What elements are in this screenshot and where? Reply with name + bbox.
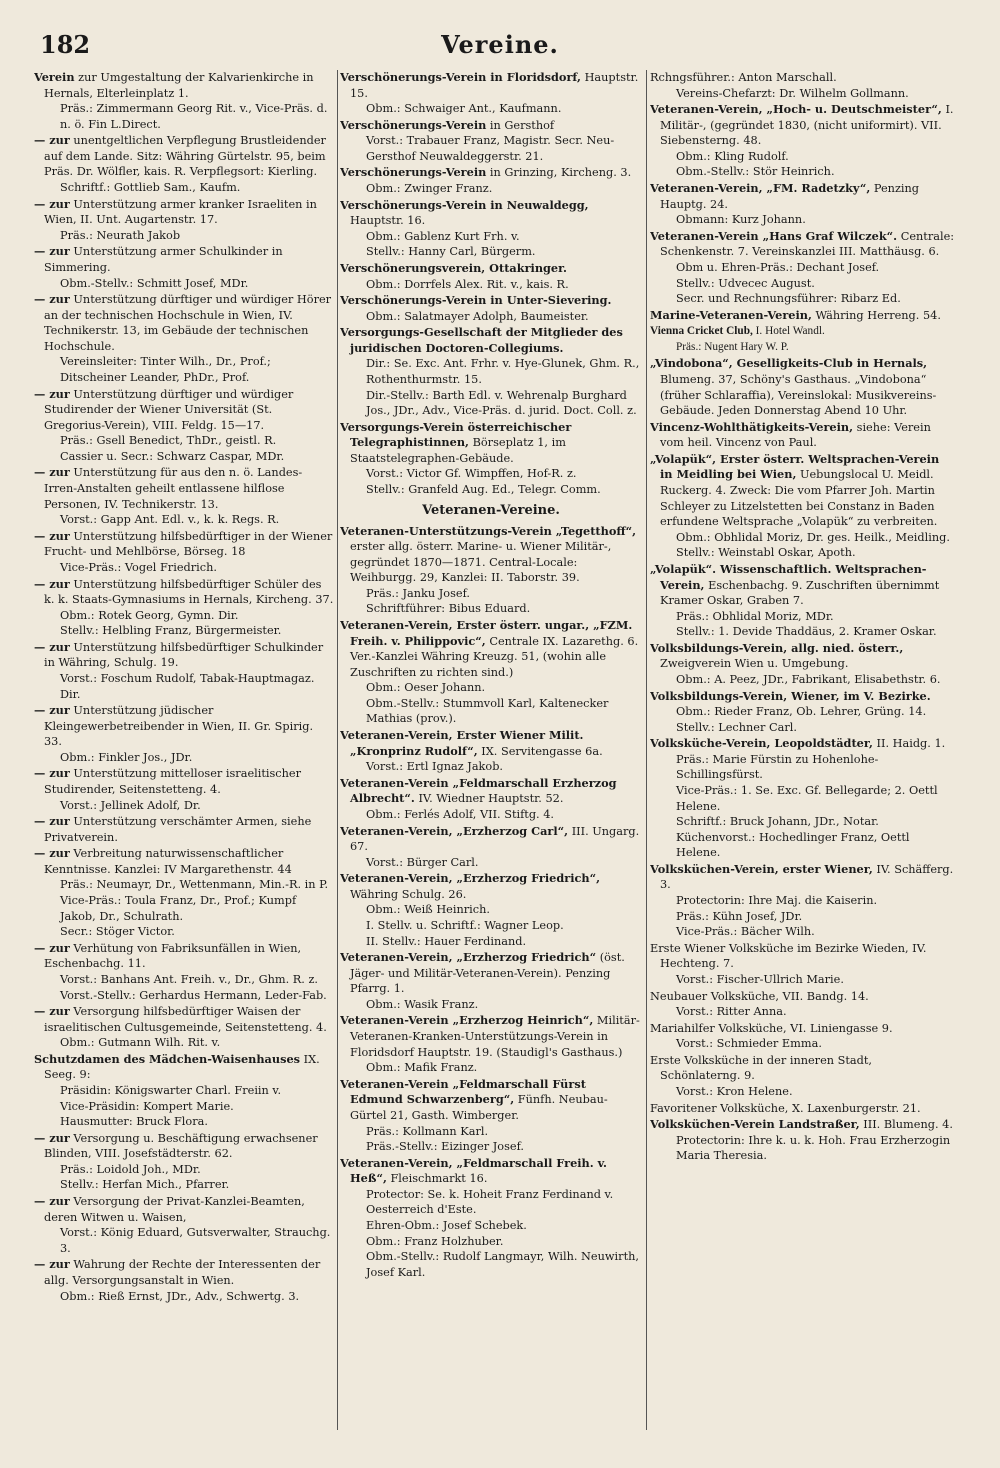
directory-entry <box>650 989 955 1020</box>
entry-detail-line: Vorst.: Kron Helene. <box>676 1085 793 1098</box>
entry-text: Uebungslocal U. Meidl. Ruckerg. 4. Zweck: Die vom Pfarrer Joh. Martin Schleyer zu Litzelstetten bei Constanz in Baden erfundene Weltsprache „Volapük“ zu verbreiten. <box>660 468 938 529</box>
entry-name: — zur <box>34 386 70 401</box>
directory-entry <box>340 871 642 949</box>
entry-name: — zur <box>34 766 70 781</box>
entry-text: Mariahilfer Volksküche, VI. Liniengasse 9. <box>650 1021 893 1035</box>
entry-text: Unterstützung jüdischer Kleingewerbetreibender in Wien, II. Gr. Spirig. 33. <box>44 704 314 749</box>
directory-entry <box>34 197 334 244</box>
entry-name: — zur <box>34 133 70 148</box>
entry-detail-line: Stellv.: Helbling Franz, Bürgermeister. <box>60 624 282 638</box>
entry-detail-line: Obm.: Franz Holzhuber. <box>366 1234 504 1248</box>
entry-name: Schutzdamen des Mädchen-Waisenhauses <box>34 1051 301 1066</box>
entry-text: I. Militär-, (gegründet 1830, (nicht uniformirt). VII. Siebensterng. 48. <box>660 103 954 148</box>
entry-detail-line: Präs.: Neumayr, Dr., Wettenmann, Min.-R. in P. <box>60 878 329 892</box>
entry-detail-line: Stellv.: Hanny Carl, Bürgerm. <box>366 245 536 259</box>
entry-name: Verschönerungs-Verein in Neuwaldegg, <box>340 197 589 212</box>
entry-text: Verbreitung naturwissenschaftlicher Kenntnisse. Kanzlei: IV Margarethenstr. 44 <box>44 847 292 876</box>
entry-detail-line: Obm.: A. Peez, JDr., Fabrikant, Elisabethstr. 6. <box>676 672 941 686</box>
entry-name: Veteranen-Verein „Erzherzog Heinrich“, <box>340 1013 594 1028</box>
entry-text: Versorgung hilfsbedürftiger Waisen der israelitischen Cultusgemeinde, Seitenstetteng. 4. <box>44 1005 327 1034</box>
entry-name: — zur <box>34 528 70 543</box>
column-2 <box>340 70 642 1450</box>
entry-text: Hauptstr. 16. <box>350 214 426 228</box>
entry-detail-line: Präs.: Marie Fürstin zu Hohenlohe-Schillingsfürst. <box>676 752 879 782</box>
entry-name: Volksbildungs-Verein, Wiener, im V. Bezirke. <box>650 688 931 703</box>
entry-name: Versorgungs-Gesellschaft der Mitglieder des juridischen Doctoren-Collegiums. <box>340 325 623 355</box>
directory-entry <box>34 846 334 939</box>
entry-text: zur Umgestaltung der Kalvarienkirche in Hernals, Elterleinplatz 1. <box>44 71 314 100</box>
entry-name: — zur <box>34 196 70 211</box>
entry-detail-line: Schriftf.: Bruck Johann, JDr., Notar. <box>676 815 879 829</box>
entry-detail-line: Obm.: Zwinger Franz. <box>366 182 493 196</box>
entry-detail-line: Obm.-Stellv.: Schmitt Josef, MDr. <box>60 276 249 290</box>
entry-detail-line: Präs.: Neurath Jakob <box>60 228 181 242</box>
entry-detail-line: Stellv.: Lechner Carl. <box>676 720 797 734</box>
directory-entry <box>650 689 955 736</box>
entry-name: — zur <box>34 1004 70 1019</box>
entry-detail-line: Obm.-Stellv.: Stör Heinrich. <box>676 165 835 179</box>
directory-entry <box>340 118 642 165</box>
entry-text: Blumeng. 37, Schöny's Gasthaus. „Vindobona“ (früher Schlaraffia), Vereinslokal: Musikvereins-Gebäude. Jeden Donnerstag Abend 10 Uhr. <box>660 372 937 418</box>
entry-detail-line: Cassier u. Secr.: Schwarz Caspar, MDr. <box>60 449 285 463</box>
entry-detail-line: Vorst.: Ritter Anna. <box>676 1005 787 1019</box>
entry-detail-line: Schriftf.: Gottlieb Sam., Kaufm. <box>60 181 241 195</box>
entry-detail-line: Vorst.: Trabauer Franz, Magistr. Secr. Neu-Gersthof Neuwaldeggerstr. 21. <box>366 134 615 163</box>
entry-detail-line: Präsidin: Königswarter Charl. Freiin v. <box>60 1084 282 1097</box>
entry-detail-line: Vorst.-Stellv.: Gerhardus Hermann, Leder-Fab. <box>60 988 327 1002</box>
entry-detail-line: Vereins-Chefarzt: Dr. Wilhelm Gollmann. <box>676 86 909 100</box>
column-3 <box>650 70 955 1450</box>
entry-text: Währing Schulg. 26. <box>350 887 467 901</box>
entry-detail-line: Hausmutter: Bruck Flora. <box>60 1115 208 1129</box>
entry-name: — zur <box>34 639 70 654</box>
directory-entry <box>340 198 642 260</box>
directory-entry <box>34 577 334 639</box>
entry-text: Unterstützung hilfsbedürftiger Schulkinder in Währing, Schulg. 19. <box>44 640 324 670</box>
directory-entry <box>340 420 642 498</box>
directory-entry <box>650 308 955 324</box>
entry-detail-line: Obm.: Rieder Franz, Ob. Lehrer, Grüng. 14. <box>676 705 927 719</box>
entry-detail-line: Obm.: Rotek Georg, Gymn. Dir. <box>60 608 239 622</box>
entry-detail-line: Obm.: Gablenz Kurt Frh. v. <box>366 229 520 243</box>
entry-text: Versorgung u. Beschäftigung erwachsener Blinden, VIII. Josefstädterstr. 62. <box>44 1131 318 1161</box>
entry-name: Versorgungs-Verein österreichischer Telegraphistinnen, <box>340 419 572 450</box>
directory-entry <box>340 824 642 871</box>
directory-entry <box>34 529 334 576</box>
entry-text: Unterstützung dürftiger und würdiger Hörer an der technischen Hochschule in Wien, IV. Technikerstr. 13, im Gebäude der technischen Hochschule. <box>44 293 332 353</box>
entry-text: IX. Servitengasse 6a. <box>481 744 603 758</box>
entry-detail-line: Vice-Präsidin: Kompert Marie. <box>60 1099 234 1113</box>
entry-text: Währing Herreng. 54. <box>815 308 941 322</box>
entry-name: Veteranen-Verein, „Erzherzog Friedrich“ <box>340 950 597 965</box>
directory-entry <box>34 766 334 813</box>
entry-text: Eschenbachg. 9. Zuschriften übernimmt Kramer Oskar, Graben 7. <box>660 578 940 608</box>
entry-detail-line: Stellv.: Weinstabl Oskar, Apoth. <box>676 546 856 560</box>
entry-text: Penzing Hauptg. 24. <box>660 182 920 211</box>
directory-entry <box>34 814 334 845</box>
entry-text: Unterstützung für aus den n. ö. Landes-Irren-Anstalten geheilt entlassene hilflose Personen, IV. Technikerstr. 13. <box>44 466 303 511</box>
entry-detail-line: Protectorin: Ihre k. u. k. Hoh. Frau Erzherzogin Maria Theresia. <box>676 1133 951 1163</box>
entry-text: Hauptstr. 15. <box>350 71 639 100</box>
entry-text: II. Haidg. 1. <box>876 737 946 751</box>
entry-detail-line: Schriftführer: Bibus Eduard. <box>366 602 531 616</box>
entry-name: — zur <box>34 1257 70 1272</box>
directory-entry <box>34 244 334 291</box>
entry-detail-line: Dir.-Stellv.: Barth Edl. v. Wehrenalp Burghard Jos., JDr., Adv., Vice-Präs. d. jurid. Doct. Coll. z. <box>366 388 637 418</box>
entry-text: Versorgung der Privat-Kanzlei-Beamten, deren Witwen u. Waisen, <box>44 1195 305 1224</box>
entry-detail-line: Obm.: Salatmayer Adolph, Baumeister. <box>366 309 589 323</box>
entry-text: Unterstützung mittelloser israelitischer Studirender, Seitenstetteng. 4. <box>44 767 301 797</box>
directory-entry <box>650 1117 955 1164</box>
entry-name: Veteranen-Verein „Feldmarschall Fürst Edmund Schwarzenberg“, <box>340 1076 586 1107</box>
column-1 <box>34 70 334 1450</box>
directory-entry <box>650 641 955 688</box>
entry-text: unentgeltlichen Verpflegung Brustleidender auf dem Lande. Sitz: Währing Gürtelstr. 95, beim Präs. Dr. Wölfler, kais. R. Verpflegsort: Kierling. <box>44 134 326 179</box>
entry-name: Verein <box>34 70 75 84</box>
directory-entry <box>34 133 334 195</box>
entry-name: Veteranen-Verein, Erster Wiener Milit. „Kronprinz Rudolf“, <box>340 728 584 758</box>
entry-name: — zur <box>34 576 70 591</box>
entry-detail-line: Obm.: Oeser Johann. <box>366 681 486 695</box>
entry-detail-line: Vorst.: Bürger Carl. <box>366 855 479 869</box>
directory-entry <box>34 292 334 385</box>
entry-name: — zur <box>34 703 70 718</box>
directory-entry <box>34 941 334 1003</box>
entry-text: Militär-Veteranen-Kranken-Unterstützungs-Verein in Floridsdorf Hauptstr. 19. (Staudigl's Gasthaus.) <box>350 1014 640 1059</box>
entry-text: in Gersthof <box>489 118 555 132</box>
entry-detail-line: II. Stellv.: Hauer Ferdinand. <box>366 934 527 948</box>
entry-text: Fleischmarkt 16. <box>390 1172 488 1186</box>
entry-detail-line: Präs.: Nugent Hary W. P. <box>676 340 789 353</box>
entry-text: erster allg. österr. Marine- u. Wiener Militär-, gegründet 1870—1871. Central-Locale: Weihburgg. 29, Kanzlei: II. Taborstr. 39. <box>350 540 612 585</box>
entry-detail-line: Obm.: Finkler Jos., JDr. <box>60 750 193 764</box>
entry-text: Rchngsführer.: Anton Marschall. <box>650 71 837 84</box>
entry-text: Fünfh. Neubau-Gürtel 21, Gasth. Wimberger. <box>350 1093 608 1122</box>
entry-name: Verschönerungs-Verein in Unter-Sievering. <box>340 293 612 308</box>
directory-entry <box>34 703 334 765</box>
entry-detail-line: Obm.: Schwaiger Ant., Kaufmann. <box>366 102 562 116</box>
entry-name: Veteranen-Verein „Feldmarschall Erzherzog Albrecht“. <box>340 775 617 806</box>
entry-detail-line: Vorst.: Gapp Ant. Edl. v., k. k. Regs. R. <box>60 513 280 527</box>
entry-detail-line: Vice-Präs.: Toula Franz, Dr., Prof.; Kumpf Jakob, Dr., Schulrath. <box>60 894 297 923</box>
entry-text: (öst. Jäger- und Militär-Veteranen-Verein). Penzing Pfarrg. 1. <box>350 951 625 996</box>
entry-text: siehe: Verein vom heil. Vincenz von Paul. <box>660 420 931 450</box>
entry-text: IV. Wiedner Hauptstr. 52. <box>418 792 564 806</box>
column-divider <box>337 70 338 1430</box>
directory-entry <box>340 776 642 823</box>
entry-name: Verschönerungs-Verein in Floridsdorf, <box>340 70 581 84</box>
entry-text: Wahrung der Rechte der Interessenten der allg. Versorgungsanstalt in Wien. <box>44 1258 321 1287</box>
entry-name: Volksbildungs-Verein, allg. nied. österr., <box>650 640 904 655</box>
directory-entry <box>650 736 955 861</box>
directory-entry <box>650 420 955 451</box>
entry-name: „Volapük“, Erster österr. Weltsprachen-Verein in Meidling bei Wien, <box>650 451 940 482</box>
entry-text: III. Ungarg. 67. <box>350 824 640 854</box>
entry-detail-line: Obm.: Dorrfels Alex. Rit. v., kais. R. <box>366 277 569 291</box>
entry-text: Unterstützung armer kranker Israeliten in Wien, II. Unt. Augartenstr. 17. <box>44 197 317 227</box>
entry-text: in Grinzing, Kircheng. 3. <box>489 166 632 180</box>
entry-detail-line: Vorst.: Jellinek Adolf, Dr. <box>60 798 201 812</box>
directory-entry <box>340 1013 642 1075</box>
entry-detail-line: Obm.-Stellv.: Stummvoll Karl, Kaltenecker Mathias (prov.). <box>366 696 609 726</box>
directory-entry <box>340 261 642 292</box>
directory-entry <box>340 70 642 117</box>
entry-name: — zur <box>34 244 70 259</box>
entry-detail-line: Obm.: Rieß Ernst, JDr., Adv., Schwertg. 3. <box>60 1289 300 1303</box>
entry-detail-line: Vice-Präs.: Vogel Friedrich. <box>60 560 217 574</box>
directory-entry <box>34 1052 334 1130</box>
entry-name: Volksküchen-Verein Landstraßer, <box>650 1117 860 1132</box>
directory-entry <box>340 325 642 418</box>
entry-detail-line: Präs.: Obhlidal Moriz, MDr. <box>676 609 834 623</box>
entry-detail-line: Obm.: Ferlés Adolf, VII. Stiftg. 4. <box>366 807 555 821</box>
entry-detail-line: Secr.: Stöger Victor. <box>60 925 175 939</box>
directory-entry <box>650 356 955 418</box>
directory-entry <box>34 1257 334 1304</box>
entry-detail-line: Küchenvorst.: Hochedlinger Franz, Oettl Helene. <box>676 830 910 860</box>
page-number: 182 <box>40 30 91 59</box>
directory-entry <box>34 465 334 527</box>
entry-name: Veteranen-Verein, „Hoch- u. Deutschmeister“, <box>650 102 942 117</box>
entry-text: Unterstützung verschämter Armen, siehe Privatverein. <box>44 815 312 844</box>
entry-detail-line: Vorst.: Victor Gf. Wimpffen, Hof-R. z. <box>366 467 577 481</box>
entry-detail-line: Vorst.: Ertl Ignaz Jakob. <box>366 760 504 774</box>
entry-text: Favoritener Volksküche, X. Laxenburgerstr. 21. <box>650 1101 921 1115</box>
entry-text: Centrale IX. Lazarethg. 6. Ver.-Kanzlei Währing Kreuzg. 51, (wohin alle Zuschriften zu richten sind.) <box>350 634 639 679</box>
entry-name: Vincenz-Wohlthätigkeits-Verein, <box>650 419 854 434</box>
entry-name: — zur <box>34 1130 70 1145</box>
directory-entry <box>650 452 955 561</box>
page-header <box>40 30 960 70</box>
entry-name: Verschönerungs-Verein <box>340 117 487 132</box>
entry-detail-line: Vorst.: Schmieder Emma. <box>676 1037 822 1051</box>
directory-entry <box>34 387 334 465</box>
entry-detail-line: Dir.: Se. Exc. Ant. Frhr. v. Hye-Glunek, Ghm. R., Rothenthurmstr. 15. <box>366 357 640 386</box>
entry-detail-line: Stellv.: Udvecec August. <box>676 276 815 290</box>
entry-text: Unterstützung hilfsbedürftiger Schüler des k. k. Staats-Gymnasiums in Hernals, Kircheng. 37. <box>44 577 334 607</box>
directory-entry <box>340 165 642 196</box>
directory-entry <box>34 640 334 702</box>
entry-name: Verschönerungsverein, Ottakringer. <box>340 260 567 275</box>
entry-text: I. Hotel Wandl. <box>755 325 825 338</box>
entry-detail-line: Secr. und Rechnungsführer: Ribarz Ed. <box>676 292 901 306</box>
directory-entry <box>34 70 334 132</box>
entry-detail-line: Präs.: Loidold Joh., MDr. <box>60 1162 201 1176</box>
entry-detail-line: Vorst.: Foschum Rudolf, Tabak-Hauptmagaz. Dir. <box>60 671 315 701</box>
entry-name: Marine-Veteranen-Verein, <box>650 307 812 322</box>
directory-entry <box>650 102 955 180</box>
entry-name: — zur <box>34 292 70 307</box>
directory-entry <box>340 728 642 775</box>
entry-name: — zur <box>34 1194 70 1209</box>
section-heading: Veteranen-Vereine. <box>422 502 560 518</box>
entry-text: III. Blumeng. 4. <box>863 1118 953 1132</box>
directory-entry <box>650 941 955 988</box>
entry-detail-line: Vorst.: Banhans Ant. Freih. v., Dr., Ghm. R. z. <box>60 972 319 986</box>
entry-text: Unterstützung hilfsbedürftiger in der Wiener Frucht- und Mehlbörse, Börseg. 18 <box>44 529 333 559</box>
entry-text: Zweigverein Wien u. Umgebung. <box>660 657 849 671</box>
entry-text: Verhütung von Fabriksunfällen in Wien, Eschenbachg. 11. <box>44 941 302 971</box>
entry-detail-line: Vice-Präs.: 1. Se. Exc. Gf. Bellegarde; 2. Oettl Helene. <box>676 784 938 813</box>
directory-entry <box>34 1194 334 1256</box>
entry-detail-line: Obm.: Wasik Franz. <box>366 997 479 1011</box>
directory-entry <box>650 562 955 640</box>
entry-detail-line: Obm.: Weiß Heinrich. <box>366 903 490 917</box>
directory-entry <box>340 293 642 324</box>
entry-detail-line: Obm.: Mafik Franz. <box>366 1061 478 1075</box>
entry-detail-line: Obm.: Kling Rudolf. <box>676 149 789 163</box>
entry-name: „Volapük“. Wissenschaftlich. Weltsprachen-Verein, <box>650 561 927 592</box>
directory-entry <box>650 862 955 940</box>
entry-name: Volksküche-Verein, Leopoldstädter, <box>650 736 873 751</box>
entry-text: Centrale: Schenkenstr. 7. Vereinskanzlei III. Matthäusg. 6. <box>660 229 955 259</box>
entry-text: Erste Wiener Volksküche im Bezirke Wieden, IV. Hechteng. 7. <box>650 941 927 971</box>
entry-detail-line: Präs.: Zimmermann Georg Rit. v., Vice-Präs. d. n. ö. Fin L.Direct. <box>60 102 328 131</box>
entry-text: Erste Volksküche in der inneren Stadt, Schönlaterng. 9. <box>650 1053 873 1083</box>
entry-name: Vienna Cricket Club, <box>650 325 753 338</box>
entry-name: — zur <box>34 940 70 955</box>
entry-name: — zur <box>34 846 70 861</box>
entry-name: — zur <box>34 814 70 829</box>
directory-entry <box>340 618 642 727</box>
entry-detail-line: Protectorin: Ihre Maj. die Kaiserin. <box>676 894 878 908</box>
directory-entry <box>340 1156 642 1281</box>
directory-entry <box>340 950 642 1012</box>
entry-detail-line: Stellv.: Herfan Mich., Pfarrer. <box>60 1178 230 1192</box>
entry-name: Volksküchen-Verein, erster Wiener, <box>650 861 873 876</box>
entry-name: Veteranen-Verein, „FM. Radetzky“, <box>650 181 871 196</box>
directory-entry <box>650 229 955 307</box>
page-title: Vereine. <box>441 30 559 59</box>
entry-name: Veteranen-Verein, „Erzherzog Friedrich“, <box>340 871 601 886</box>
entry-detail-line: Vice-Präs.: Bächer Wilh. <box>676 925 815 939</box>
entry-detail-line: Protector: Se. k. Hoheit Franz Ferdinand v. Oesterreich d'Este. <box>366 1187 614 1217</box>
entry-detail-line: Stellv.: Granfeld Aug. Ed., Telegr. Comm. <box>366 483 601 497</box>
entry-text: Unterstützung dürftiger und würdiger Studirender der Wiener Universität (St. Gregorius-Verein), VIII. Feldg. 15—17. <box>44 387 294 432</box>
entry-name: — zur <box>34 465 70 480</box>
entry-text: IX. Seeg. 9: <box>44 1052 320 1082</box>
entry-detail-line: Obm.-Stellv.: Rudolf Langmayr, Wilh. Neuwirth, Josef Karl. <box>366 1250 639 1279</box>
directory-entry <box>34 1004 334 1051</box>
entry-detail-line: Vorst.: Fischer-Ullrich Marie. <box>676 972 844 986</box>
entry-detail-line: Obm.: Gutmann Wilh. Rit. v. <box>60 1036 221 1050</box>
entry-detail-line: Obm.: Obhlidal Moriz, Dr. ges. Heilk., Meidling. <box>676 530 950 544</box>
entry-name: Verschönerungs-Verein <box>340 165 487 180</box>
entry-detail-line: Obm u. Ehren-Präs.: Dechant Josef. <box>676 260 880 274</box>
entry-detail-line: I. Stellv. u. Schriftf.: Wagner Leop. <box>366 919 564 932</box>
directory-entry <box>340 1077 642 1155</box>
directory-entry <box>340 524 642 617</box>
directory-entry <box>650 70 955 101</box>
directory-entry <box>650 1101 955 1117</box>
directory-entry <box>650 181 955 228</box>
column-divider <box>646 70 647 1430</box>
directory-entry <box>650 1053 955 1100</box>
entry-text: Börseplatz 1, im Staatstelegraphen-Gebäude. <box>350 436 566 465</box>
entry-detail-line: Präs.: Kollmann Karl. <box>366 1124 489 1138</box>
entry-text: Unterstützung armer Schulkinder in Simmering. <box>44 245 283 274</box>
entry-detail-line: Stellv.: 1. Devide Thaddäus, 2. Kramer Oskar. <box>676 625 937 639</box>
entry-detail-line: Vorst.: König Eduard, Gutsverwalter, Strauchg. 3. <box>60 1226 331 1255</box>
entry-detail-line: Präs.: Kühn Josef, JDr. <box>676 909 803 923</box>
directory-entry <box>650 324 955 355</box>
entry-name: Veteranen-Verein, „Erzherzog Carl“, <box>340 823 569 838</box>
directory-entry <box>650 1021 955 1052</box>
entry-text: IV. Schäfferg. 3. <box>660 862 954 892</box>
entry-detail-line: Präs.: Gsell Benedict, ThDr., geistl. R. <box>60 434 277 448</box>
entry-detail-line: Vereinsleiter: Tinter Wilh., Dr., Prof.; Ditscheiner Leander, PhDr., Prof. <box>60 355 271 384</box>
entry-detail-line: Obmann: Kurz Johann. <box>676 213 806 227</box>
entry-name: Veteranen-Verein, „Feldmarschall Freih. v. Heß“, <box>340 1155 607 1186</box>
entry-detail-line: Ehren-Obm.: Josef Schebek. <box>366 1218 527 1232</box>
entry-name: „Vindobona“, Geselligkeits-Club in Hernals, <box>650 356 928 371</box>
directory-entry <box>34 1131 334 1193</box>
entry-name: Veteranen-Verein „Hans Graf Wilczek“. <box>650 228 898 243</box>
entry-detail-line: Präs.: Janku Josef. <box>366 586 470 600</box>
entry-name: Veteranen-Verein, Erster österr. ungar., „FZM. Freih. v. Philippovic“, <box>340 618 633 648</box>
entry-text: Neubauer Volksküche, VII. Bandg. 14. <box>650 989 869 1003</box>
entry-detail-line: Präs.-Stellv.: Eizinger Josef. <box>366 1140 524 1154</box>
entry-name: Veteranen-Unterstützungs-Verein „Tegetthoff“, <box>340 523 637 538</box>
